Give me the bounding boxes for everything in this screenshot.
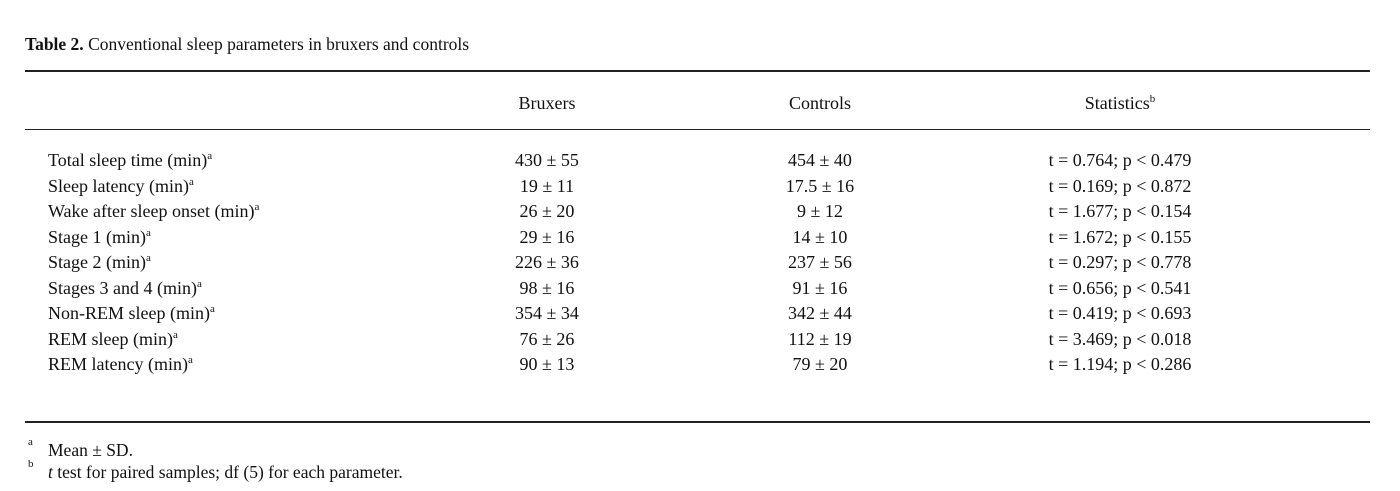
row-label-footnote-mark: a xyxy=(196,277,202,290)
row-label-text: Stages 3 and 4 (min) xyxy=(48,277,197,298)
row-label xyxy=(48,150,212,171)
row-label-text: REM latency (min) xyxy=(48,354,188,374)
row-label xyxy=(48,201,259,222)
cell-bruxers: 90 ± 13 xyxy=(519,354,575,374)
table-caption xyxy=(25,34,469,55)
row-label-text: Non-REM sleep (min) xyxy=(48,303,210,323)
cell-controls: 9 ± 12 xyxy=(797,201,843,221)
table-row xyxy=(0,176,1400,201)
cell-controls: 454 ± 40 xyxy=(788,150,852,170)
cell-bruxers: 19 ± 11 xyxy=(519,175,575,196)
cell-statistics: t = 0.169; p < 0.872 xyxy=(1048,175,1192,196)
row-label-text: Stage 2 (min) xyxy=(48,252,146,272)
table-bottom-rule xyxy=(25,421,1370,423)
row-label-footnote-mark: a xyxy=(187,354,193,366)
cell-statistics: t = 1.672; p < 0.155 xyxy=(1048,226,1192,247)
cell-statistics: t = 1.677; p < 0.154 xyxy=(1048,201,1192,221)
row-label-footnote-mark: a xyxy=(207,150,213,162)
cell-controls: 237 ± 56 xyxy=(788,252,852,272)
footnote-b-mark: b xyxy=(28,458,34,470)
table-row xyxy=(0,201,1400,226)
row-label xyxy=(48,252,151,273)
table-row xyxy=(0,227,1400,252)
footnote-b xyxy=(28,458,403,483)
cell-bruxers: 98 ± 16 xyxy=(519,277,575,298)
cell-bruxers: 76 ± 26 xyxy=(519,328,575,349)
cell-bruxers: 226 ± 36 xyxy=(515,252,579,272)
cell-controls: 17.5 ± 16 xyxy=(785,175,855,196)
cell-controls: 112 ± 19 xyxy=(788,328,852,349)
cell-bruxers: 26 ± 20 xyxy=(519,201,575,221)
table-row xyxy=(0,354,1400,379)
column-header-controls: Controls xyxy=(788,93,852,113)
row-label xyxy=(48,176,194,197)
table-top-rule xyxy=(25,70,1370,72)
row-label xyxy=(48,329,178,350)
row-label-text: Stage 1 (min) xyxy=(48,226,146,247)
cell-statistics: t = 0.419; p < 0.693 xyxy=(1048,303,1192,323)
row-label-text: REM sleep (min) xyxy=(48,328,173,349)
column-header-statistics xyxy=(1085,93,1156,114)
footnote-a-text: Mean ± SD. xyxy=(48,440,133,460)
table-row xyxy=(0,303,1400,328)
cell-bruxers: 430 ± 55 xyxy=(515,150,579,170)
footnote-b-text: test for paired samples; df (5) for each parameter. xyxy=(52,462,403,482)
column-header-statistics-footnote-mark: b xyxy=(1149,93,1156,105)
row-label-footnote-mark: a xyxy=(254,201,260,213)
footnote-b-italic: t xyxy=(48,462,53,482)
row-label-text: Total sleep time (min) xyxy=(48,150,208,170)
table-header-rule xyxy=(25,129,1370,130)
column-header-bruxers: Bruxers xyxy=(518,93,576,113)
footnote-a-mark: a xyxy=(28,436,33,448)
cell-statistics: t = 3.469; p < 0.018 xyxy=(1048,328,1192,349)
row-label-text: Sleep latency (min) xyxy=(48,175,189,196)
row-label-footnote-mark: a xyxy=(209,303,215,315)
table-row xyxy=(0,150,1400,175)
column-header-statistics-label: Statistics xyxy=(1084,93,1150,113)
row-label-text: Wake after sleep onset (min) xyxy=(48,201,255,221)
row-label xyxy=(48,303,215,324)
row-label-footnote-mark: a xyxy=(145,226,151,239)
row-label xyxy=(48,278,202,299)
cell-bruxers: 354 ± 34 xyxy=(515,303,579,323)
row-label xyxy=(48,354,193,375)
cell-statistics: t = 1.194; p < 0.286 xyxy=(1048,354,1192,374)
cell-controls: 79 ± 20 xyxy=(792,354,848,374)
row-label-footnote-mark: a xyxy=(145,252,151,264)
table-caption-text: Conventional sleep parameters in bruxers and controls xyxy=(83,34,470,54)
table-row xyxy=(0,329,1400,354)
cell-bruxers: 29 ± 16 xyxy=(519,226,575,247)
cell-controls: 91 ± 16 xyxy=(792,277,848,298)
table-row xyxy=(0,252,1400,277)
footnote-a xyxy=(28,436,133,461)
cell-controls: 14 ± 10 xyxy=(792,226,848,247)
cell-controls: 342 ± 44 xyxy=(788,303,852,323)
table-row xyxy=(0,278,1400,303)
cell-statistics: t = 0.764; p < 0.479 xyxy=(1048,150,1192,170)
cell-statistics: t = 0.297; p < 0.778 xyxy=(1048,252,1192,272)
row-label-footnote-mark: a xyxy=(188,175,194,188)
table-caption-label: Table 2. xyxy=(25,34,84,54)
row-label xyxy=(48,227,151,248)
row-label-footnote-mark: a xyxy=(172,328,178,341)
cell-statistics: t = 0.656; p < 0.541 xyxy=(1048,277,1192,298)
